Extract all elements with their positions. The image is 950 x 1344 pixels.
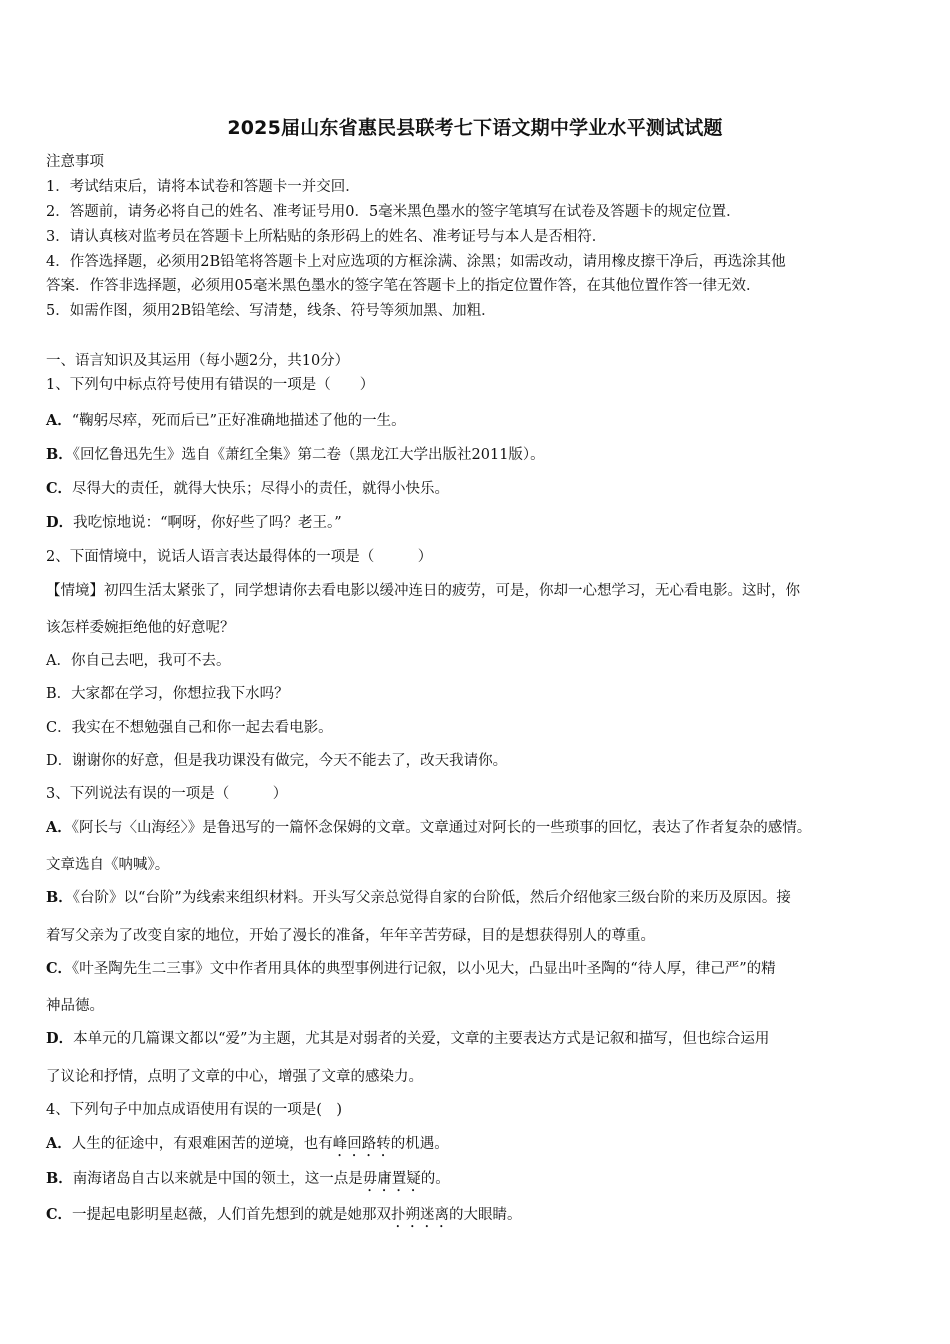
- page-title: 2025届山东省惠民县联考七下语文期中学业水平测试试题: [227, 117, 723, 139]
- q4-option-c-idiom: 扑朔迷离: [391, 1207, 450, 1223]
- q2-option-b: B．大家都在学习，你想拉我下水吗？: [46, 686, 289, 702]
- notice-item-2: 2．答题前，请务必将自己的姓名、准考证号用0．5毫米黑色墨水的签字笔填写在试卷及答题卡的规定位置．: [46, 204, 741, 220]
- section-heading: 一、语言知识及其运用（每小题2分，共10分）: [46, 353, 350, 369]
- q1-option-d: D．我吃惊地说：“啊呀，你好些了吗？老王。”: [46, 514, 342, 531]
- q2-option-a: A．你自己去吧，我可不去。: [46, 653, 231, 669]
- q3-option-d-line1: D．本单元的几篇课文都以“爱”为主题，尤其是对弱者的关爱，文章的主要表达方式是记叙和描写，但也综合运用: [46, 1030, 770, 1047]
- q1-option-b: B．《回忆鲁迅先生》选自《萧红全集》第二卷（黑龙江大学出版社2011版）。: [46, 446, 545, 463]
- notice-item-1: 1．考试结束后，请将本试卷和答题卡一并交回．: [46, 179, 360, 195]
- notice-item-4: 4．作答选择题，必须用2B铅笔将答题卡上对应选项的方框涂满、涂黑；如需改动，请用橡皮擦干净后，再选涂其他: [46, 254, 786, 270]
- q2-stem: 2、下面情境中，说话人语言表达最得体的一项是（ ）: [46, 549, 433, 565]
- q3-option-b-line2: 着写父亲为了改变自家的地位，开始了漫长的准备，年年辛苦劳碌，目的是想获得别人的尊重。: [46, 928, 655, 944]
- q2-option-c: C．我实在不想勉强自己和你一起去看电影。: [46, 720, 333, 736]
- q4-stem: 4、下列句子中加点成语使用有误的一项是( ): [46, 1102, 343, 1118]
- q4-option-a-idiom: 峰回路转: [332, 1136, 391, 1152]
- q1-option-a: A．“鞠躬尽瘁，死而后已”正好准确地描述了他的一生。: [46, 412, 406, 429]
- q1-option-c: C．尽得大的责任，就得大快乐；尽得小的责任，就得小快乐。: [46, 480, 450, 497]
- q4-option-b-idiom: 毋庸置疑: [362, 1171, 421, 1187]
- q1-stem: 1、下列句中标点符号使用有错误的一项是（ ）: [46, 377, 375, 393]
- notice-heading: 注意事项: [46, 154, 104, 170]
- q4-option-c: C．一提起电影明星赵薇，人们首先想到的就是她那双扑朔迷离的大眼睛。: [46, 1206, 522, 1223]
- q3-option-a-line2: 文章选自《呐喊》。: [46, 857, 170, 873]
- q3-option-c-line2: 神品德。: [46, 998, 104, 1014]
- q2-context-line1: 【情境】初四生活太紧张了，同学想请你去看电影以缓冲连日的疲劳，可是，你却一心想学习，无心看电影。这时，你: [46, 583, 800, 599]
- notice-item-4-cont: 答案．作答非选择题，必须用05毫米黑色墨水的签字笔在答题卡上的指定位置作答，在其他位置作答一律无效．: [46, 278, 761, 294]
- q2-option-d: D．谢谢你的好意，但是我功课没有做完，今天不能去了，改天我请你。: [46, 753, 508, 769]
- q3-stem: 3、下列说法有误的一项是（ ）: [46, 786, 288, 802]
- notice-item-3: 3．请认真核对监考员在答题卡上所粘贴的条形码上的姓名、准考证号与本人是否相符．: [46, 229, 607, 245]
- q2-context-line2: 该怎样委婉拒绝他的好意呢？: [46, 620, 235, 636]
- q3-option-c-line1: C．《叶圣陶先生二三事》文中作者用具体的典型事例进行记叙，以小见大，凸显出叶圣陶的“待人厚，律己严”的精: [46, 960, 776, 977]
- q3-option-b-line1: B．《台阶》以“台阶”为线索来组织材料。开头写父亲总觉得自家的台阶低，然后介绍他家三级台阶的来历及原因。接: [46, 889, 791, 906]
- notice-item-5: 5．如需作图，须用2B铅笔绘、写清楚，线条、符号等须加黑、加粗．: [46, 303, 496, 319]
- q3-option-a-line1: A．《阿长与〈山海经〉》是鲁迅写的一篇怀念保姆的文章。文章通过对阿长的一些琐事的回忆，表达了作者复杂的感情。: [46, 819, 812, 836]
- q4-option-b: B．南海诸岛自古以来就是中国的领土，这一点是毋庸置疑的。: [46, 1170, 450, 1187]
- q3-option-d-line2: 了议论和抒情，点明了文章的中心，增强了文章的感染力。: [46, 1069, 423, 1085]
- q4-option-a: A．人生的征途中，有艰难困苦的逆境，也有峰回路转的机遇。: [46, 1135, 449, 1152]
